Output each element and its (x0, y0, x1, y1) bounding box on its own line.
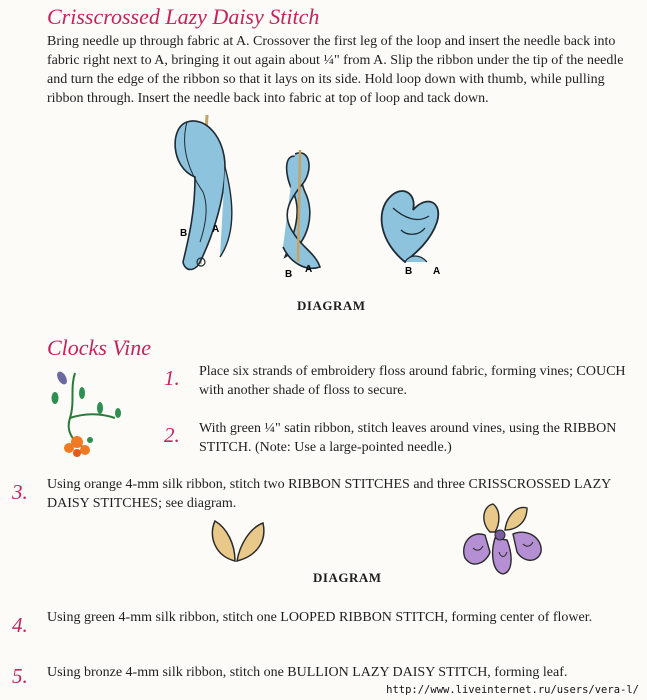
step-2-text: With green ¼" satin ribbon, stitch leaves around vines, using the RIBBON STITCH. (Note: Use a large-pointed needle.) (199, 421, 617, 455)
step-3-number: 3. (12, 480, 28, 504)
stage2-label-b: B (285, 269, 293, 280)
diagram-caption-2: DIAGRAM (313, 570, 382, 585)
step-4-number: 4. (12, 613, 28, 637)
diagram-stage-3 (382, 191, 441, 277)
source-url: http://www.liveinternet.ru/users/vera-l/ (386, 684, 639, 696)
step-2-number: 2. (164, 423, 180, 447)
stage2-label-a: A (305, 264, 313, 275)
crisscrossed-instructions: Bring needle up through fabric at A. Crossover the first leg of the loop and insert the needle back into fabric right next to A, bringing it out again about ¼" from A. Slip the ribbon under the tip of the needle and turn the edge of the ribbon so that it lays on its side. Hold loop down with thumb, while pulling ribbon through. Insert the needle back into fabric at top of loop and tack down. (47, 34, 624, 106)
stage1-label-b: B (180, 228, 188, 239)
crisscross-diagram (165, 112, 465, 287)
clocks-vine-illustration (40, 368, 132, 463)
stage3-label-b: B (405, 266, 413, 277)
section-title-crisscrossed: Crisscrossed Lazy Daisy Stitch (47, 4, 320, 29)
step-5-text: Using bronze 4-mm silk ribbon, stitch one BULLION LAZY DAISY STITCH, forming leaf. (47, 665, 568, 680)
section-title-clocks-vine: Clocks Vine (47, 335, 152, 360)
stage3-label-a: A (433, 266, 441, 277)
step-5-number: 5. (12, 664, 28, 688)
step-4-text: Using green 4-mm silk ribbon, stitch one LOOPED RIBBON STITCH, forming center of flower. (47, 610, 593, 625)
step-1-text: Place six strands of embroidery floss around fabric, forming vines; COUCH with another shade of floss to secure. (199, 364, 626, 398)
diagram-caption-1: DIAGRAM (297, 298, 366, 313)
diagram-stage-2 (283, 150, 320, 280)
ribbon-stitch-petals (205, 516, 270, 566)
diagram-stage-1 (175, 115, 232, 270)
step-3-text: Using orange 4-mm silk ribbon, stitch two RIBBON STITCHES and three CRISSCROSSED LAZY DAISY STITCHES; see diagram. (47, 477, 611, 511)
step-1-number: 1. (164, 366, 180, 390)
stage1-label-a: A (212, 224, 220, 235)
crisscrossed-flower (455, 500, 555, 580)
